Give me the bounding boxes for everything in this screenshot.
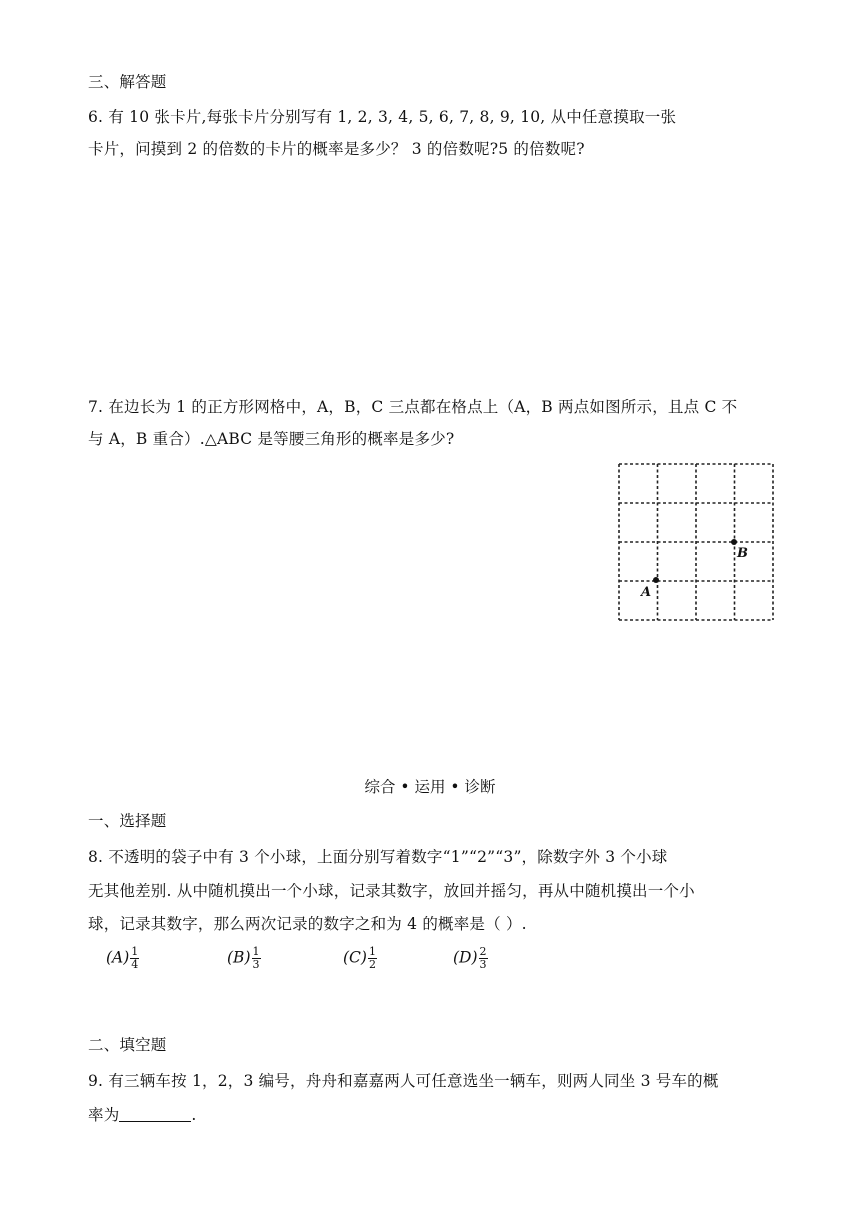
option-c-label: (C) — [343, 948, 367, 967]
option-c-fraction: $\frac{1}{2}$ — [368, 945, 376, 971]
option-c[interactable] — [343, 946, 377, 971]
question-8-line-2: 无其他差别. 从中随机摸出一个小球，记录其数字，放回并摇匀，再从中随机摸出一个小 — [88, 882, 695, 900]
option-a[interactable] — [106, 946, 139, 971]
section-3-heading: 三、解答题 — [88, 73, 167, 91]
question-7-line-1: 7. 在边长为 1 的正方形网格中，A，B，C 三点都在格点上（A，B 两点如图所示，且点 C 不 — [88, 398, 738, 416]
question-9-suffix: . — [191, 1106, 197, 1124]
question-7-line-2: 与 A，B 重合）.△ABC 是等腰三角形的概率是多少? — [88, 430, 455, 448]
question-8-line-1: 8. 不透明的袋子中有 3 个小球，上面分别写着数字“1”“2”“3”，除数字外 3 个小球 — [88, 848, 668, 866]
question-6-line-1: 6. 有 10 张卡片,每张卡片分别写有 1, 2, 3, 4, 5, 6, 7, 8, 9, 10, 从中任意摸取一张 — [88, 108, 677, 126]
question-8-line-3: 球，记录其数字，那么两次记录的数字之和为 4 的概率是（ ）. — [88, 915, 527, 933]
point-a-label: A — [641, 585, 652, 600]
square-grid-figure — [618, 462, 778, 630]
section-1-heading: 一、选择题 — [88, 812, 167, 830]
option-b[interactable] — [227, 946, 261, 971]
point-a — [653, 577, 659, 583]
section-2-heading: 二、填空题 — [88, 1036, 167, 1054]
question-9-line-2 — [88, 1103, 197, 1125]
option-b-label: (B) — [227, 948, 251, 967]
option-d-fraction: $\frac{2}{3}$ — [479, 945, 487, 971]
option-d-label: (D) — [453, 948, 478, 967]
option-b-fraction: $\frac{1}{3}$ — [252, 945, 260, 971]
question-9-line-1: 9. 有三辆车按 1，2，3 编号，舟舟和嘉嘉两人可任意选坐一辆车，则两人同坐 3 号车的概 — [88, 1072, 719, 1090]
answer-blank[interactable] — [119, 1105, 191, 1122]
question-9-prefix: 率为 — [88, 1106, 120, 1124]
question-6-line-2: 卡片，问摸到 2 的倍数的卡片的概率是多少？ 3 的倍数呢?5 的倍数呢? — [88, 140, 585, 158]
option-a-fraction: $\frac{1}{4}$ — [131, 945, 139, 971]
point-b-label: B — [737, 546, 748, 561]
part-title: 综合 • 运用 • 诊断 — [364, 778, 496, 796]
option-d[interactable] — [453, 946, 488, 971]
option-a-label: (A) — [106, 948, 130, 967]
point-b — [731, 539, 737, 545]
